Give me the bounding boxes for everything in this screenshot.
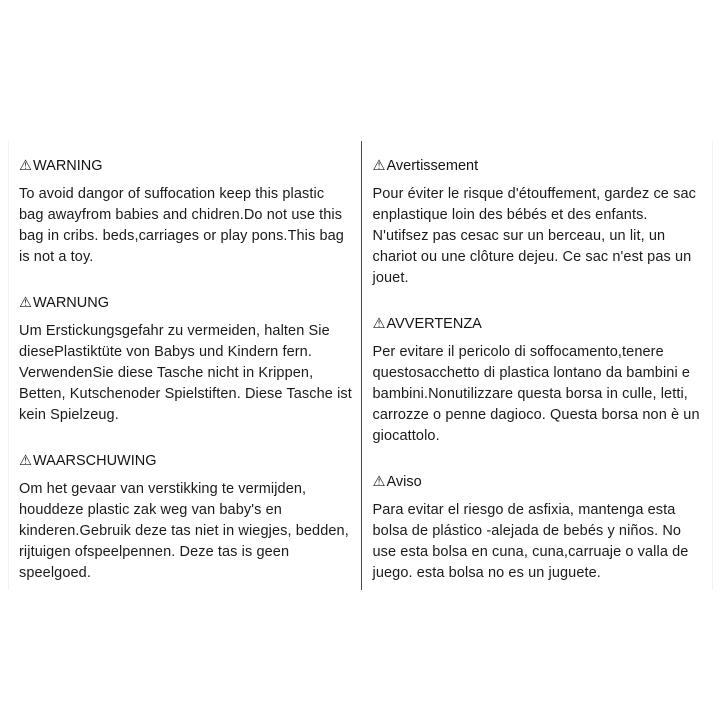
warning-triangle-icon: ⚠ — [19, 453, 32, 469]
section-aviso-spanish — [373, 472, 707, 584]
section-heading — [19, 156, 353, 177]
section-warnung-german — [19, 293, 353, 426]
section-body-text: Um Erstickungsgefahr zu vermeiden, halten Sie diesePlastiktüte von Babys und Kindern fern. VerwendenSie diese Tasche nicht in Krippen, Betten, Kutschenoder Spielstiften. Diese Tasche ist kein Spielzeug. — [19, 323, 352, 423]
section-body-text: Pour éviter le risque d'étouffement, gardez ce sac enplastique loin des bébés et des enfants. N'utifsez pas cesac sur un berceau, un lit, un chariot ou une clôture dejeu. Ce sac n'est pas un jouet. — [372, 186, 696, 286]
section-avvertenza-italian — [373, 314, 707, 447]
warning-triangle-icon: ⚠ — [19, 158, 32, 174]
section-heading — [19, 451, 353, 472]
label-content-area — [8, 141, 713, 590]
heading-text: AVVERTENZA — [386, 316, 482, 332]
heading-text: WARNUNG — [33, 295, 109, 311]
right-column — [362, 141, 713, 590]
section-waarschuwing-dutch — [19, 451, 353, 584]
warning-triangle-icon: ⚠ — [372, 316, 386, 332]
section-heading — [373, 472, 707, 493]
section-body-text: To avoid dangor of suffocation keep this plastic bag awayfrom babies and chidren.Do not use this bag in cribs. beds,carriages or play pons.This bag is not a toy. — [19, 186, 344, 265]
left-column — [9, 141, 361, 590]
section-body-text: Per evitare il pericolo di soffocamento,tenere questosacchetto di plastica lontano da bambini e bambini.Nonutilizzare questa borsa in culle, letti, carrozze o penne dagioco. Questa borsa non è un giocattolo. — [372, 344, 700, 444]
warning-triangle-icon: ⚠ — [372, 158, 386, 174]
heading-text: Avertissement — [386, 158, 479, 174]
section-avertissement-french — [373, 156, 707, 289]
warning-triangle-icon: ⚠ — [372, 474, 386, 490]
warning-triangle-icon: ⚠ — [19, 295, 32, 311]
section-heading — [373, 314, 707, 335]
section-heading — [373, 156, 707, 177]
section-warning-english — [19, 156, 353, 268]
section-body-text: Para evitar el riesgo de asfixia, mantenga esta bolsa de plástico -alejada de bebés y niños. No use esta bolsa en cuna, cuna,carruaje o valla de juego. esta bolsa no es un juguete. — [372, 502, 689, 581]
section-heading — [19, 293, 353, 314]
heading-text: Aviso — [386, 474, 422, 490]
section-body-text: Om het gevaar van verstikking te vermijden, houddeze plastic zak weg van baby's en kinderen.Gebruik deze tas niet in wiegjes, bedden, rijtuigen ofspeelpennen. Deze tas is geen speelgoed. — [19, 481, 349, 581]
heading-text: WAARSCHUWING — [33, 453, 157, 469]
heading-text: WARNING — [33, 158, 103, 174]
